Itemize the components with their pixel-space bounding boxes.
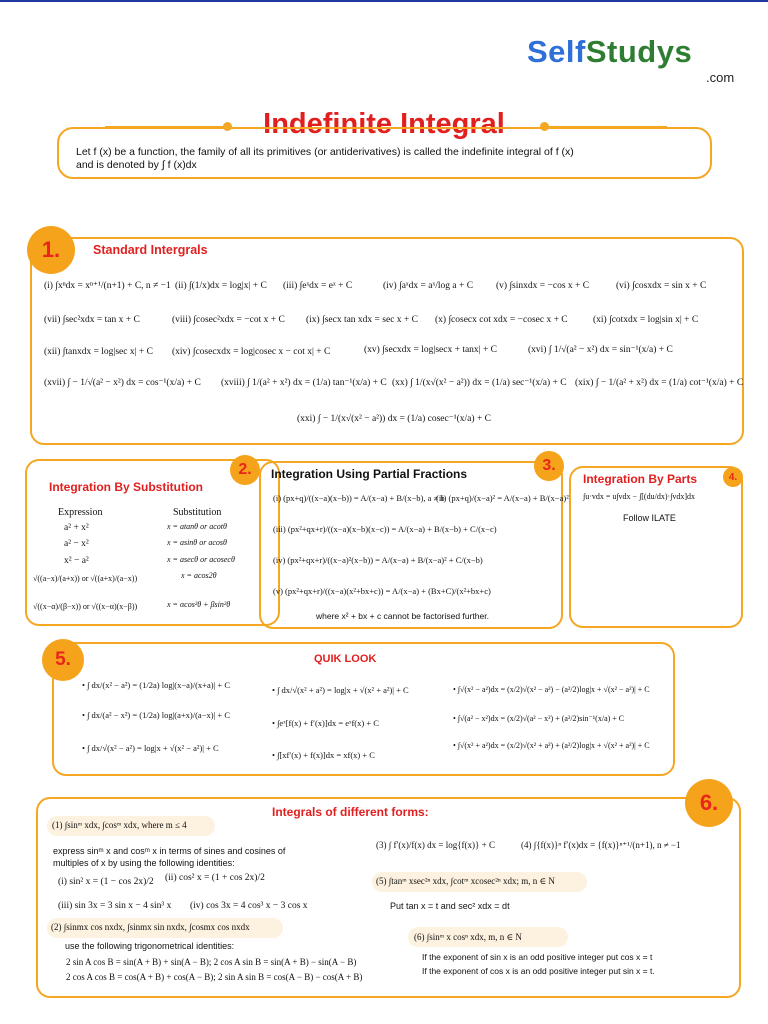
section-3-heading: Integration Using Partial Fractions [271,467,468,481]
form-2-title: (2) ∫sinmx cos nxdx, ∫sinmx sin nxdx, ∫cosmx cos nxdx [51,922,250,932]
std-formula: (xxi) ∫ − 1/(x√(x² − a²)) dx = (1/a) cosec⁻¹(x/a) + C [297,414,491,424]
quick-formula: • ∫ dx/(a² − x²) = (1/2a) log|(a+x)/(a−x)| + C [82,710,230,720]
std-formula: (xiv) ∫cosecxdx = log|cosec x − cot x| + C [172,347,331,357]
form-4: (4) ∫{f(x)}ⁿ f′(x)dx = {f(x)}ⁿ⁺¹/(n+1), n ≠ −1 [521,840,681,850]
form-2-identity: 2 sin A cos B = sin(A + B) + sin(A − B); 2 cos A sin B = sin(A + B) − sin(A − B) [66,957,357,967]
pf-formula: (ii) (px+q)/(x−a)² = A/(x−a) + B/(x−a)² [436,493,569,503]
sub-expression: x² − a² [64,556,89,566]
std-formula: (xii) ∫tanxdx = log|sec x| + C [44,347,153,357]
form-1-identity: (iv) cos 3x = 4 cos³ x − 3 cos x [190,901,308,911]
section-1-heading: Standard Intergrals [93,243,208,257]
form-1-text: express sinᵐ x and cosᵐ x in terms of sines and cosines of [53,846,286,856]
std-formula: (x) ∫cosecx cot xdx = −cosec x + C [435,315,568,325]
sub-substitution: x = αcos²θ + βsin²θ [167,600,231,609]
pf-note: where x² + bx + c cannot be factorised further. [316,611,489,621]
form-2-identity: 2 cos A cos B = cos(A + B) + cos(A − B); 2 sin A sin B = cos(A − B) − cos(A + B) [66,972,363,982]
by-parts-box [569,466,743,628]
logo-self: Self [527,34,586,69]
std-formula: (xi) ∫cotxdx = log|sin x| + C [593,315,699,325]
sub-substitution: x = asecθ or acosecθ [167,555,235,564]
std-formula: (vi) ∫cosxdx = sin x + C [616,281,707,291]
intro-line-2: and is denoted by ∫ f (x)dx [76,159,197,171]
pf-formula: (i) (px+q)/((x−a)(x−b)) = A/(x−a) + B/(x−b), a ≠ b [273,493,445,503]
by-parts-formula: ∫u·vdx = u∫vdx − ∫[(du/dx)·∫vdx]dx [583,492,695,501]
std-formula: (xviii) ∫ 1/(a² + x²) dx = (1/a) tan⁻¹(x/a) + C [221,378,387,388]
selfstudys-logo[interactable] [527,34,692,70]
std-formula: (iii) ∫eˣdx = eˣ + C [283,281,353,291]
section-5-heading: QUIK LOOK [314,653,377,665]
quick-formula: • ∫ dx/√(x² + a²) = log|x + √(x² + a²)| + C [272,685,409,695]
std-formula: (iv) ∫aˣdx = aˣ/log a + C [383,281,474,291]
std-formula: (ii) ∫(1/x)dx = log|x| + C [175,281,267,291]
std-formula: (viii) ∫cosec²xdx = −cot x + C [172,315,285,325]
logo-studys: Studys [585,34,693,69]
sub-substitution: x = asinθ or acosθ [167,538,227,547]
section-2-heading: Integration By Substitution [49,480,203,494]
quick-formula: • ∫eˣ[f(x) + f′(x)]dx = eˣf(x) + C [272,718,379,728]
sub-substitution: x = acos2θ [181,571,217,580]
sub-substitution: x = atanθ or acotθ [167,522,227,531]
section-3-badge: 3. [534,451,564,481]
std-formula: (xvi) ∫ 1/√(a² − x²) dx = sin⁻¹(x/a) + C [528,345,673,355]
sub-expression: √((a−x)/(a+x)) or √((a+x)/(a−x)) [33,574,138,583]
quick-formula: • ∫√(x² + a²)dx = (x/2)√(x² + a²) + (a²/2)log|x + √(x² + a²)| + C [453,741,650,750]
form-2-text: use the following trigonometrical identities: [65,941,235,951]
std-formula: (vii) ∫sec²xdx = tan x + C [44,315,140,325]
form-6-text: If the exponent of cos x is an odd positive integer put sin x = t. [422,966,655,976]
std-formula: (i) ∫xⁿdx = xⁿ⁺¹/(n+1) + C, n ≠ −1 [44,281,171,291]
form-1-identity: (ii) cos² x = (1 + cos 2x)/2 [165,873,265,883]
pf-formula: (iii) (px²+qx+r)/((x−a)(x−b)(x−c)) = A/(x−a) + B/(x−b) + C/(x−c) [273,524,497,534]
form-3: (3) ∫ f′(x)/f(x) dx = log{f(x)} + C [376,840,495,850]
form-1-identity: (i) sin² x = (1 − cos 2x)/2 [58,877,154,887]
section-4-badge: 4. [723,467,743,487]
quick-formula: • ∫ dx/(x² − a²) = (1/2a) log|(x−a)/(x+a)| + C [82,680,230,690]
std-formula: (v) ∫sinxdx = −cos x + C [496,281,590,291]
form-1-identity: (iii) sin 3x = 3 sin x − 4 sin³ x [58,901,172,911]
form-5-title: (5) ∫tanᵐ xsec²ⁿ xdx, ∫cotᵐ xcosec²ⁿ xdx; m, n ∈ N [376,876,555,886]
sub-expression: a² − x² [64,539,89,549]
std-formula: (xv) ∫secxdx = log|secx + tanx| + C [364,345,498,355]
pf-formula: (v) (px²+qx+r)/((x−a)(x²+bx+c)) = A/(x−a) + (Bx+C)/(x²+bx+c) [273,586,491,596]
section-4-heading: Integration By Parts [583,472,698,486]
pf-formula: (iv) (px²+qx+r)/((x−a)²(x−b)) = A/(x−a) + B/(x−a)² + C/(x−b) [273,555,483,565]
form-1-title: (1) ∫sinᵐ xdx, ∫cosᵐ xdx, where m ≤ 4 [52,820,187,830]
std-formula: (xvii) ∫ − 1/√(a² − x²) dx = cos⁻¹(x/a) + C [44,378,201,388]
quick-formula: • ∫ dx/√(x² − a²) = log|x + √(x² − a²)| + C [82,743,219,753]
intro-line-1: Let f (x) be a function, the family of all its primitives (or antiderivatives) is called the indefinite integral of f (x) [76,146,574,158]
by-parts-note: Follow ILATE [623,513,676,523]
partial-fractions-box [259,461,563,629]
std-formula: (xix) ∫ − 1/(a² + x²) dx = (1/a) cot⁻¹(x/a) + C [575,378,744,388]
form-6-text: If the exponent of sin x is an odd positive integer put cos x = t [422,952,653,962]
sub-col-substitution: Substitution [173,507,222,518]
quick-formula: • ∫[xf′(x) + f(x)]dx = xf(x) + C [272,750,375,760]
section-6-badge: 6. [685,779,733,827]
form-5-text: Put tan x = t and sec² xdx = dt [390,901,510,911]
sub-col-expression: Expression [58,507,103,518]
std-formula: (xx) ∫ 1/(x√(x² − a²)) dx = (1/a) sec⁻¹(x/a) + C [392,378,567,388]
sub-expression: √((x−α)/(β−x)) or √((x−α)(x−β)) [33,602,138,611]
section-1-badge: 1. [27,226,75,274]
quick-formula: • ∫√(a² − x²)dx = (x/2)√(a² − x²) + (a²/2)sin⁻¹(x/a) + C [453,714,625,723]
form-6-title: (6) ∫sinᵐ x cosⁿ xdx, m, n ∈ N [414,932,522,942]
form-1-text: multiples of x by using the following identities: [53,858,235,868]
top-rule [0,0,768,2]
section-2-badge: 2. [230,455,260,485]
page-title: Indefinite Integral [263,108,505,140]
section-5-badge: 5. [42,639,84,681]
sub-expression: a² + x² [64,523,89,533]
quick-formula: • ∫√(x² − a²)dx = (x/2)√(x² − a²) − (a²/2)log|x + √(x² − a²)| + C [453,685,650,694]
std-formula: (ix) ∫secx tan xdx = sec x + C [306,315,418,325]
logo-com: .com [706,70,735,85]
section-6-heading: Integrals of different forms: [272,805,429,819]
